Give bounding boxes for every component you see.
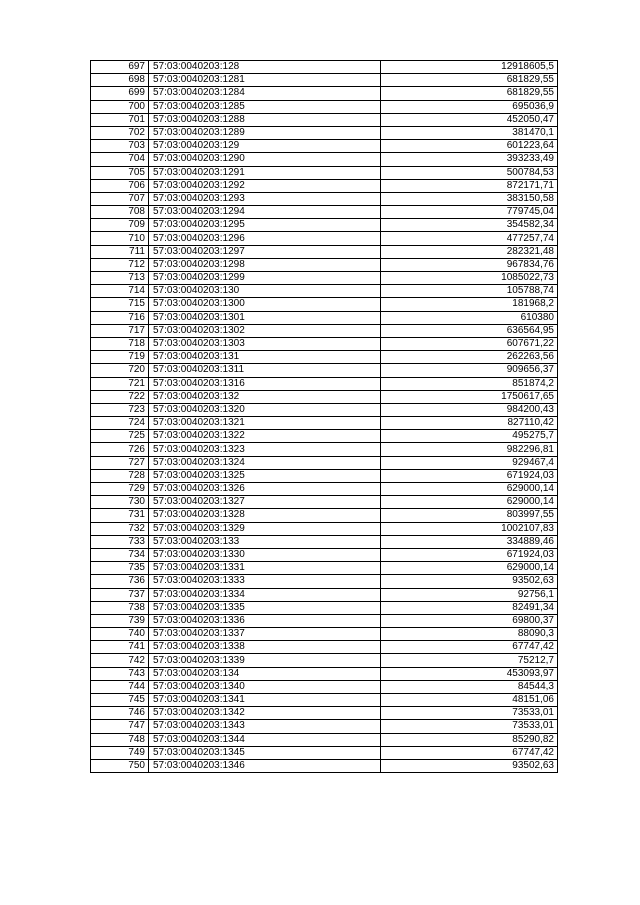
value-cell: 67747,42 xyxy=(381,641,558,654)
cadastral-number-cell: 57:03:0040203:130 xyxy=(149,285,381,298)
value-cell: 601223,64 xyxy=(381,140,558,153)
cadastral-number-cell: 57:03:0040203:1296 xyxy=(149,232,381,245)
value-cell: 85290,82 xyxy=(381,733,558,746)
cadastral-number-cell: 57:03:0040203:1289 xyxy=(149,126,381,139)
row-number-cell: 721 xyxy=(91,377,149,390)
value-cell: 681829,55 xyxy=(381,87,558,100)
cadastral-number-cell: 57:03:0040203:128 xyxy=(149,61,381,74)
table-row xyxy=(91,74,558,87)
table-row xyxy=(91,733,558,746)
value-cell: 75212,7 xyxy=(381,654,558,667)
table-row xyxy=(91,61,558,74)
value-cell: 851874,2 xyxy=(381,377,558,390)
value-cell: 84544,3 xyxy=(381,680,558,693)
cadastral-number-cell: 57:03:0040203:134 xyxy=(149,667,381,680)
cadastral-number-cell: 57:03:0040203:1300 xyxy=(149,298,381,311)
cadastral-number-cell: 57:03:0040203:1303 xyxy=(149,337,381,350)
table-row xyxy=(91,746,558,759)
row-number-cell: 698 xyxy=(91,74,149,87)
row-number-cell: 725 xyxy=(91,430,149,443)
cadastral-number-cell: 57:03:0040203:1311 xyxy=(149,364,381,377)
cadastral-number-cell: 57:03:0040203:1336 xyxy=(149,614,381,627)
value-cell: 1085022,73 xyxy=(381,272,558,285)
row-number-cell: 723 xyxy=(91,403,149,416)
table-row xyxy=(91,707,558,720)
row-number-cell: 699 xyxy=(91,87,149,100)
row-number-cell: 715 xyxy=(91,298,149,311)
cadastral-number-cell: 57:03:0040203:1281 xyxy=(149,74,381,87)
value-cell: 671924,03 xyxy=(381,469,558,482)
cadastral-number-cell: 57:03:0040203:1299 xyxy=(149,272,381,285)
table-row xyxy=(91,232,558,245)
row-number-cell: 730 xyxy=(91,496,149,509)
value-cell: 383150,58 xyxy=(381,192,558,205)
table-row xyxy=(91,377,558,390)
row-number-cell: 709 xyxy=(91,219,149,232)
value-cell: 453093,97 xyxy=(381,667,558,680)
table-row xyxy=(91,443,558,456)
value-cell: 477257,74 xyxy=(381,232,558,245)
row-number-cell: 734 xyxy=(91,548,149,561)
table-row xyxy=(91,87,558,100)
row-number-cell: 740 xyxy=(91,628,149,641)
value-cell: 93502,63 xyxy=(381,575,558,588)
row-number-cell: 729 xyxy=(91,483,149,496)
table-row xyxy=(91,720,558,733)
cadastral-value-table xyxy=(90,60,558,773)
row-number-cell: 704 xyxy=(91,153,149,166)
cadastral-number-cell: 57:03:0040203:1334 xyxy=(149,588,381,601)
cadastral-number-cell: 57:03:0040203:1298 xyxy=(149,258,381,271)
table-row xyxy=(91,641,558,654)
table-row xyxy=(91,456,558,469)
table-row xyxy=(91,548,558,561)
table-row xyxy=(91,166,558,179)
value-cell: 381470,1 xyxy=(381,126,558,139)
cadastral-number-cell: 57:03:0040203:1333 xyxy=(149,575,381,588)
table-row xyxy=(91,337,558,350)
row-number-cell: 747 xyxy=(91,720,149,733)
table-row xyxy=(91,694,558,707)
value-cell: 779745,04 xyxy=(381,206,558,219)
value-cell: 105788,74 xyxy=(381,285,558,298)
value-cell: 500784,53 xyxy=(381,166,558,179)
table-row xyxy=(91,272,558,285)
cadastral-number-cell: 57:03:0040203:1321 xyxy=(149,417,381,430)
table-row xyxy=(91,219,558,232)
cadastral-number-cell: 57:03:0040203:1340 xyxy=(149,680,381,693)
value-cell: 354582,34 xyxy=(381,219,558,232)
cadastral-number-cell: 57:03:0040203:1320 xyxy=(149,403,381,416)
value-cell: 982296,81 xyxy=(381,443,558,456)
row-number-cell: 750 xyxy=(91,759,149,772)
row-number-cell: 727 xyxy=(91,456,149,469)
cadastral-number-cell: 57:03:0040203:1295 xyxy=(149,219,381,232)
table-row xyxy=(91,680,558,693)
table-row xyxy=(91,417,558,430)
value-cell: 967834,76 xyxy=(381,258,558,271)
row-number-cell: 717 xyxy=(91,324,149,337)
value-cell: 629000,14 xyxy=(381,562,558,575)
cadastral-number-cell: 57:03:0040203:1326 xyxy=(149,483,381,496)
cadastral-number-cell: 57:03:0040203:1301 xyxy=(149,311,381,324)
row-number-cell: 700 xyxy=(91,100,149,113)
row-number-cell: 708 xyxy=(91,206,149,219)
value-cell: 803997,55 xyxy=(381,509,558,522)
value-cell: 88090,3 xyxy=(381,628,558,641)
table-row xyxy=(91,496,558,509)
cadastral-number-cell: 57:03:0040203:1288 xyxy=(149,113,381,126)
cadastral-number-cell: 57:03:0040203:132 xyxy=(149,390,381,403)
cadastral-number-cell: 57:03:0040203:133 xyxy=(149,535,381,548)
cadastral-number-cell: 57:03:0040203:1316 xyxy=(149,377,381,390)
value-cell: 12918605,5 xyxy=(381,61,558,74)
value-cell: 929467,4 xyxy=(381,456,558,469)
table-row xyxy=(91,522,558,535)
cadastral-number-cell: 57:03:0040203:1328 xyxy=(149,509,381,522)
table-row xyxy=(91,667,558,680)
cadastral-number-cell: 57:03:0040203:1297 xyxy=(149,245,381,258)
cadastral-number-cell: 57:03:0040203:1291 xyxy=(149,166,381,179)
table-row xyxy=(91,179,558,192)
row-number-cell: 724 xyxy=(91,417,149,430)
row-number-cell: 710 xyxy=(91,232,149,245)
row-number-cell: 749 xyxy=(91,746,149,759)
table-row xyxy=(91,324,558,337)
value-cell: 629000,14 xyxy=(381,496,558,509)
cadastral-number-cell: 57:03:0040203:1338 xyxy=(149,641,381,654)
row-number-cell: 731 xyxy=(91,509,149,522)
cadastral-number-cell: 57:03:0040203:129 xyxy=(149,140,381,153)
table-row xyxy=(91,483,558,496)
value-cell: 262263,56 xyxy=(381,351,558,364)
table-body xyxy=(91,61,558,773)
cadastral-number-cell: 57:03:0040203:1337 xyxy=(149,628,381,641)
cadastral-number-cell: 57:03:0040203:1327 xyxy=(149,496,381,509)
row-number-cell: 718 xyxy=(91,337,149,350)
table-row xyxy=(91,403,558,416)
cadastral-number-cell: 57:03:0040203:1343 xyxy=(149,720,381,733)
value-cell: 695036,9 xyxy=(381,100,558,113)
table-row xyxy=(91,140,558,153)
row-number-cell: 732 xyxy=(91,522,149,535)
cadastral-number-cell: 57:03:0040203:1330 xyxy=(149,548,381,561)
table-row xyxy=(91,575,558,588)
row-number-cell: 746 xyxy=(91,707,149,720)
value-cell: 393233,49 xyxy=(381,153,558,166)
value-cell: 334889,46 xyxy=(381,535,558,548)
row-number-cell: 733 xyxy=(91,535,149,548)
row-number-cell: 741 xyxy=(91,641,149,654)
cadastral-number-cell: 57:03:0040203:1322 xyxy=(149,430,381,443)
value-cell: 92756,1 xyxy=(381,588,558,601)
row-number-cell: 703 xyxy=(91,140,149,153)
value-cell: 48151,06 xyxy=(381,694,558,707)
table-row xyxy=(91,509,558,522)
table-row xyxy=(91,469,558,482)
table-row xyxy=(91,430,558,443)
value-cell: 82491,34 xyxy=(381,601,558,614)
row-number-cell: 744 xyxy=(91,680,149,693)
row-number-cell: 722 xyxy=(91,390,149,403)
value-cell: 495275,7 xyxy=(381,430,558,443)
cadastral-number-cell: 57:03:0040203:1335 xyxy=(149,601,381,614)
cadastral-number-cell: 57:03:0040203:1290 xyxy=(149,153,381,166)
table-row xyxy=(91,192,558,205)
row-number-cell: 726 xyxy=(91,443,149,456)
row-number-cell: 711 xyxy=(91,245,149,258)
table-row xyxy=(91,535,558,548)
value-cell: 452050,47 xyxy=(381,113,558,126)
row-number-cell: 713 xyxy=(91,272,149,285)
table-row xyxy=(91,390,558,403)
cadastral-number-cell: 57:03:0040203:1325 xyxy=(149,469,381,482)
cadastral-number-cell: 57:03:0040203:131 xyxy=(149,351,381,364)
value-cell: 610380 xyxy=(381,311,558,324)
row-number-cell: 738 xyxy=(91,601,149,614)
table-row xyxy=(91,601,558,614)
table-row xyxy=(91,113,558,126)
value-cell: 1750617,65 xyxy=(381,390,558,403)
table-row xyxy=(91,562,558,575)
row-number-cell: 716 xyxy=(91,311,149,324)
cadastral-number-cell: 57:03:0040203:1292 xyxy=(149,179,381,192)
table-row xyxy=(91,298,558,311)
cadastral-number-cell: 57:03:0040203:1341 xyxy=(149,694,381,707)
cadastral-number-cell: 57:03:0040203:1324 xyxy=(149,456,381,469)
cadastral-number-cell: 57:03:0040203:1323 xyxy=(149,443,381,456)
cadastral-number-cell: 57:03:0040203:1346 xyxy=(149,759,381,772)
row-number-cell: 748 xyxy=(91,733,149,746)
table-row xyxy=(91,364,558,377)
value-cell: 181968,2 xyxy=(381,298,558,311)
value-cell: 909656,37 xyxy=(381,364,558,377)
row-number-cell: 701 xyxy=(91,113,149,126)
cadastral-number-cell: 57:03:0040203:1329 xyxy=(149,522,381,535)
row-number-cell: 737 xyxy=(91,588,149,601)
value-cell: 73533,01 xyxy=(381,707,558,720)
table-row xyxy=(91,258,558,271)
row-number-cell: 705 xyxy=(91,166,149,179)
cadastral-number-cell: 57:03:0040203:1342 xyxy=(149,707,381,720)
value-cell: 1002107,83 xyxy=(381,522,558,535)
value-cell: 282321,48 xyxy=(381,245,558,258)
value-cell: 93502,63 xyxy=(381,759,558,772)
cadastral-number-cell: 57:03:0040203:1331 xyxy=(149,562,381,575)
row-number-cell: 736 xyxy=(91,575,149,588)
cadastral-number-cell: 57:03:0040203:1302 xyxy=(149,324,381,337)
cadastral-number-cell: 57:03:0040203:1294 xyxy=(149,206,381,219)
value-cell: 73533,01 xyxy=(381,720,558,733)
table-row xyxy=(91,245,558,258)
row-number-cell: 706 xyxy=(91,179,149,192)
table-row xyxy=(91,285,558,298)
value-cell: 67747,42 xyxy=(381,746,558,759)
row-number-cell: 735 xyxy=(91,562,149,575)
table-row xyxy=(91,759,558,772)
value-cell: 69800,37 xyxy=(381,614,558,627)
row-number-cell: 719 xyxy=(91,351,149,364)
row-number-cell: 720 xyxy=(91,364,149,377)
row-number-cell: 743 xyxy=(91,667,149,680)
cadastral-number-cell: 57:03:0040203:1284 xyxy=(149,87,381,100)
table-row xyxy=(91,311,558,324)
cadastral-number-cell: 57:03:0040203:1345 xyxy=(149,746,381,759)
table-row xyxy=(91,126,558,139)
value-cell: 671924,03 xyxy=(381,548,558,561)
row-number-cell: 712 xyxy=(91,258,149,271)
cadastral-number-cell: 57:03:0040203:1285 xyxy=(149,100,381,113)
row-number-cell: 745 xyxy=(91,694,149,707)
row-number-cell: 742 xyxy=(91,654,149,667)
table-row xyxy=(91,351,558,364)
value-cell: 681829,55 xyxy=(381,74,558,87)
value-cell: 984200,43 xyxy=(381,403,558,416)
table-row xyxy=(91,614,558,627)
table-row xyxy=(91,628,558,641)
table-row xyxy=(91,654,558,667)
table-row xyxy=(91,588,558,601)
value-cell: 636564,95 xyxy=(381,324,558,337)
table-row xyxy=(91,100,558,113)
value-cell: 607671,22 xyxy=(381,337,558,350)
value-cell: 629000,14 xyxy=(381,483,558,496)
cadastral-number-cell: 57:03:0040203:1339 xyxy=(149,654,381,667)
row-number-cell: 697 xyxy=(91,61,149,74)
row-number-cell: 739 xyxy=(91,614,149,627)
table-row xyxy=(91,206,558,219)
table-row xyxy=(91,153,558,166)
value-cell: 827110,42 xyxy=(381,417,558,430)
row-number-cell: 728 xyxy=(91,469,149,482)
cadastral-number-cell: 57:03:0040203:1344 xyxy=(149,733,381,746)
row-number-cell: 702 xyxy=(91,126,149,139)
row-number-cell: 714 xyxy=(91,285,149,298)
row-number-cell: 707 xyxy=(91,192,149,205)
cadastral-number-cell: 57:03:0040203:1293 xyxy=(149,192,381,205)
value-cell: 872171,71 xyxy=(381,179,558,192)
